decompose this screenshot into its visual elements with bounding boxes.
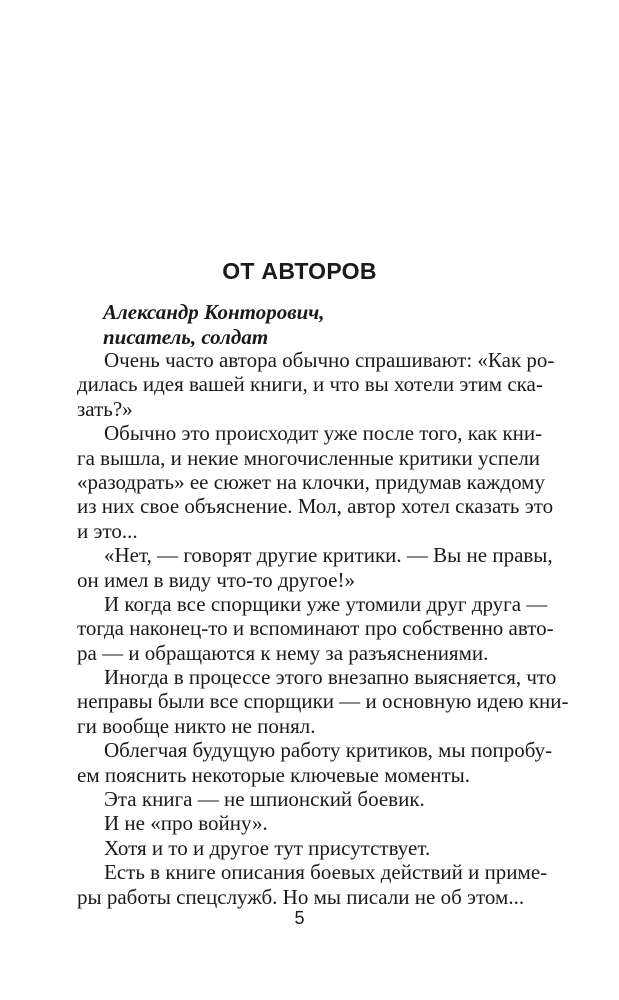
text-line: Есть в книге описания боевых действий и приме- [104, 860, 548, 885]
text-line: И не «про войну». [104, 811, 268, 836]
text-line: и это... [77, 518, 138, 543]
author-role: писатель, солдат [103, 325, 269, 349]
text-line: «разодрать» ее сюжет на клочки, придумав каждому [77, 469, 545, 494]
text-line: дилась идея вашей книги, и что вы хотели этим ска- [77, 372, 543, 397]
text-line: ры работы спецслужб. Но мы писали не об этом... [77, 884, 525, 909]
author-name: Александр Конторович, [103, 300, 325, 324]
text-line: Очень часто автора обычно спрашивают: «Как ро- [104, 348, 555, 372]
text-line: И когда все спорщики уже утомили друг друга — [104, 591, 548, 616]
text-line: неправы были все спорщики — и основную идею кни- [77, 689, 569, 714]
text-line: Хотя и то и другое тут присутствует. [104, 835, 431, 860]
text-line: тогда наконец-то и вспоминают про собственно авто- [77, 616, 554, 641]
body-text [77, 348, 569, 909]
text-line: Иногда в процессе этого внезапно выясняется, что [104, 665, 557, 690]
text-line: «Нет, — говорят другие критики. — Вы не правы, [104, 543, 553, 568]
text-line: Обычно это происходит уже после того, как кни- [104, 421, 543, 446]
text-line: ем пояснить некоторые ключевые моменты. [77, 762, 470, 787]
text-line: Эта книга — не шпионский боевик. [104, 787, 425, 812]
chapter-title: ОТ АВТОРОВ [222, 258, 377, 284]
text-line: Облегчая будущую работу критиков, мы попробу- [104, 738, 553, 763]
text-line: га вышла, и некие многочисленные критики успели [77, 445, 541, 470]
text-line: ра — и обращаются к нему за разъяснениями. [77, 640, 489, 665]
text-line: он имел в виду что-то другое!» [77, 567, 355, 592]
page-number: 5 [294, 908, 305, 928]
text-line: из них свое объяснение. Мол, автор хотел сказать это [77, 494, 554, 519]
text-line: ги вообще никто не понял. [77, 713, 316, 738]
text-line: зать?» [77, 396, 133, 421]
author-attribution [103, 300, 543, 350]
